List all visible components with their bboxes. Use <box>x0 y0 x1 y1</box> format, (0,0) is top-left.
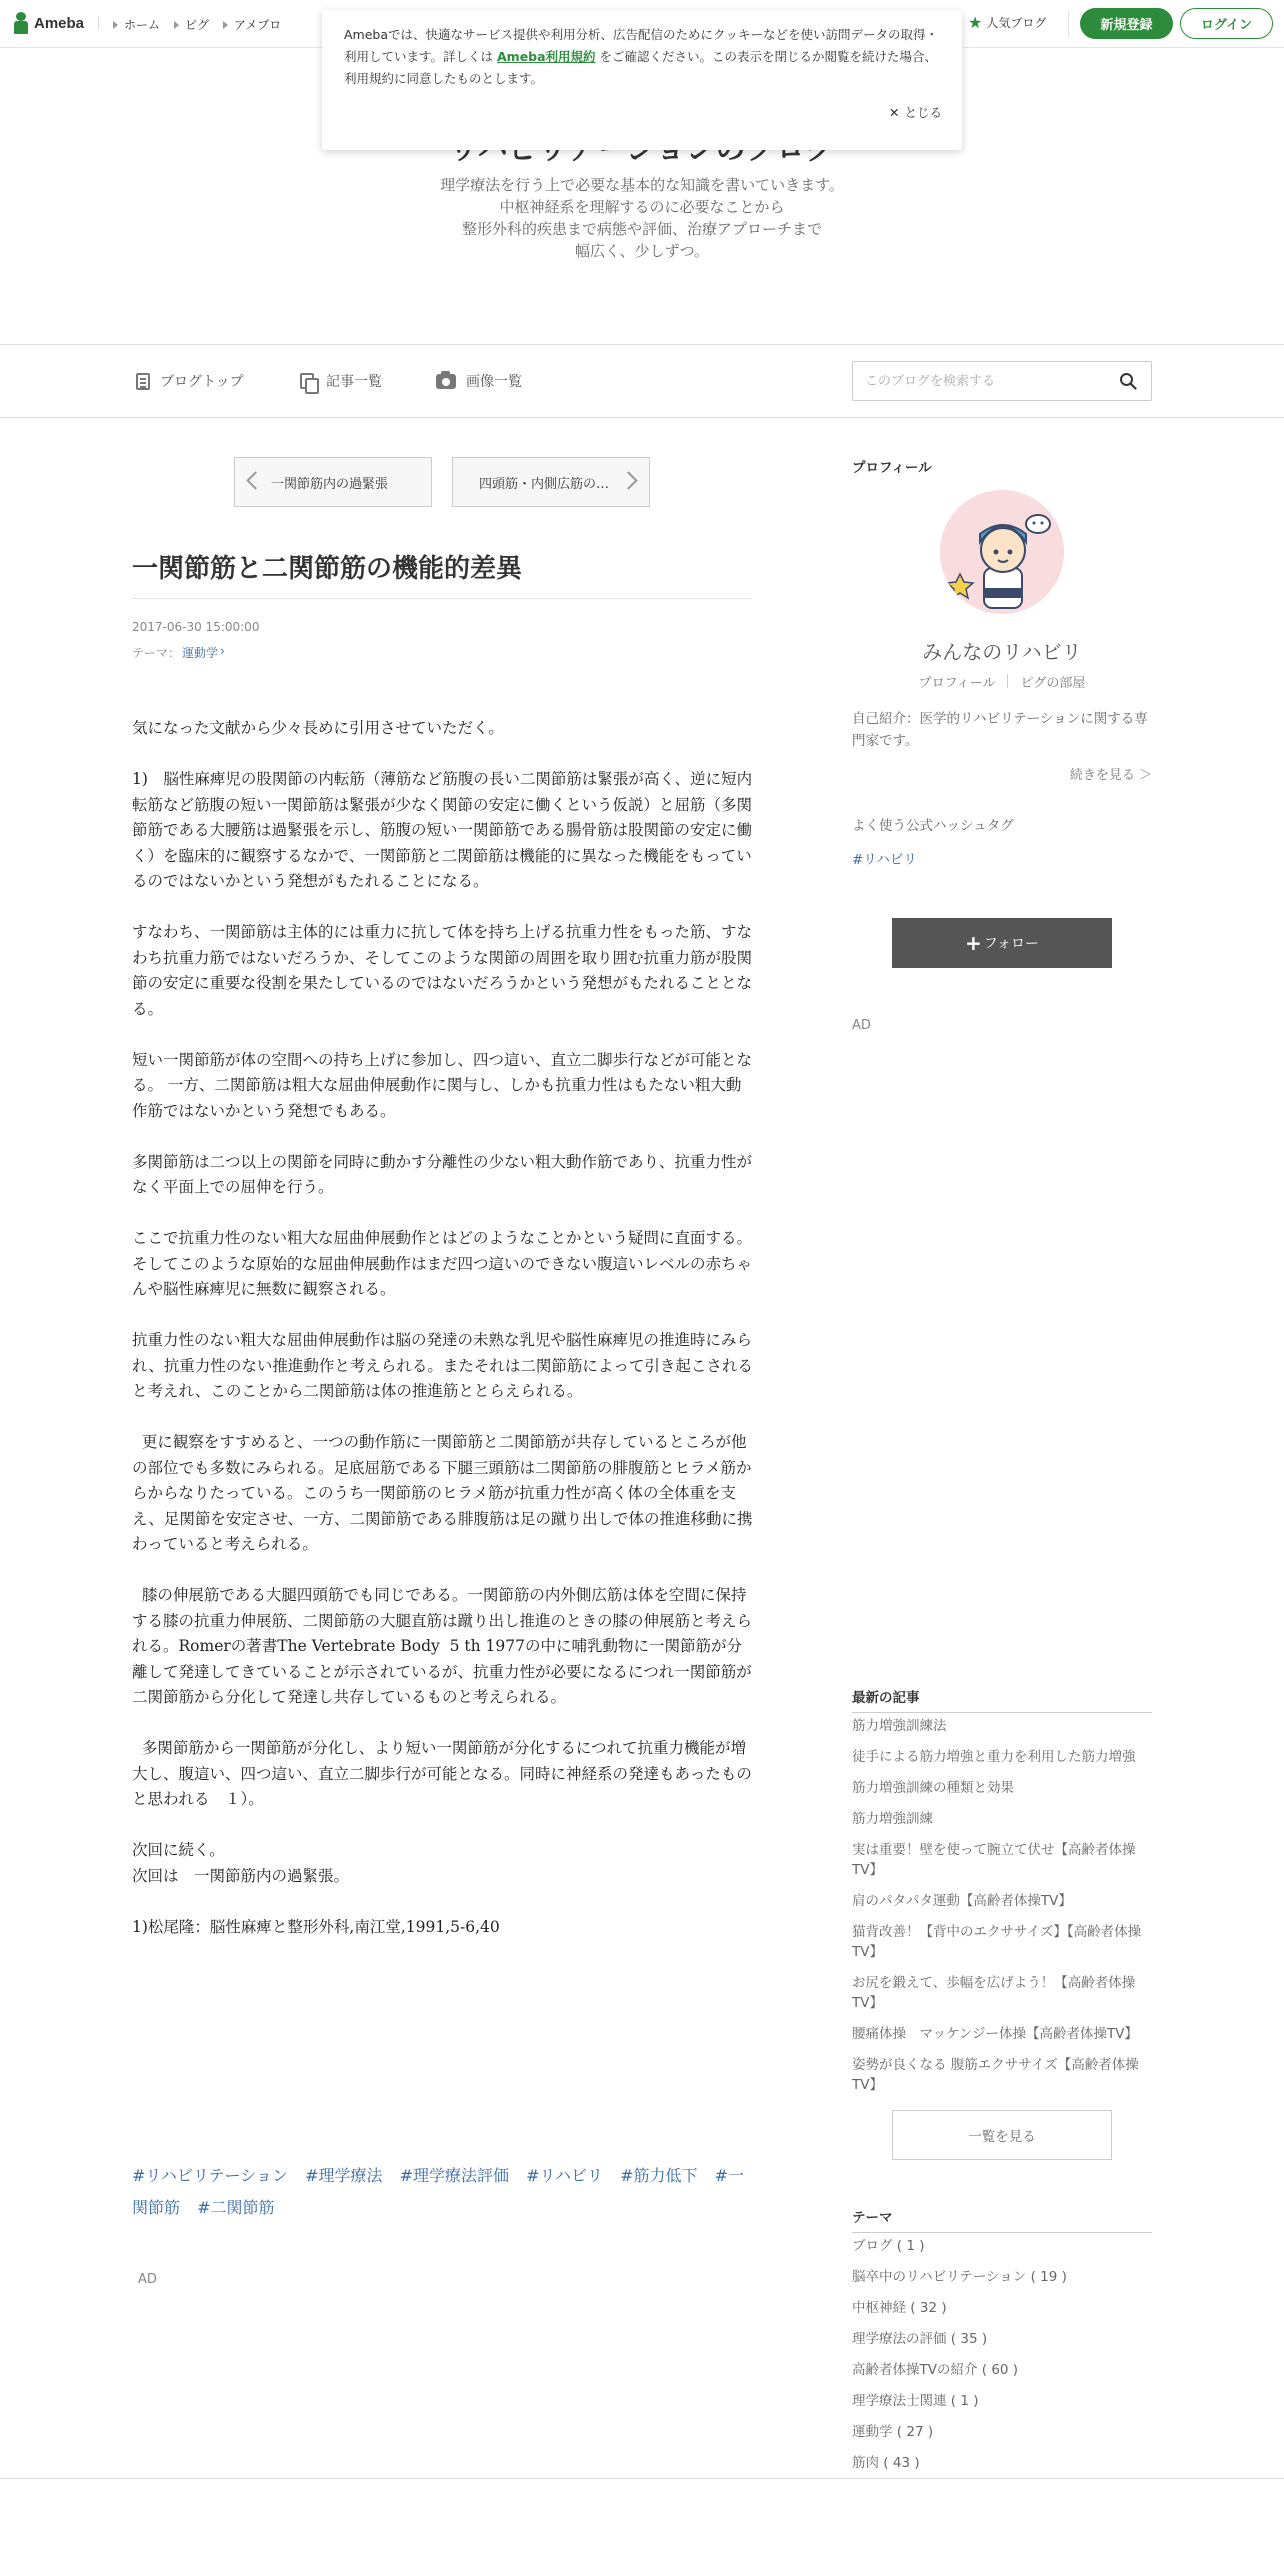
global-nav <box>98 16 281 33</box>
paragraph: すなわち、一関節筋は主体的には重力に抗して体を持ち上げる抗重力性をもった筋、すなわち抗重力筋ではないだろうか、そしてこのような関節の周囲を取り囲む抗重力筋が股関節の安定に重要な役割を果たしているのではないだろうかという発想がもたれることとなる。 <box>132 923 753 1018</box>
theme-link[interactable]: 運動学 ( 27 ) <box>852 2424 934 2440</box>
paragraph: 膝の伸展筋である大腿四頭筋でも同じである。一関節筋の内外側広筋は体を空間に保持する膝の抗重力伸展筋、二関節筋の大腿直筋は蹴り出し推進のときの膝の伸展筋と考えられる。Romerの著書The Vertebrate Body 5 th 1977の中に哺乳動物に一関節筋が分離して発達してきていることが示されているが、抗重力性が必要になるにつれ一関節筋が二関節筋から分化して発達し共存しているものと考えられる。 <box>132 1586 753 1706</box>
ad-label: AD <box>138 2272 157 2287</box>
cookie-close-button[interactable] <box>889 102 942 124</box>
recent-entry-link[interactable]: 猫背改善！【背中のエクササイズ】【高齢者体操TV】 <box>852 1924 1142 1960</box>
triangle-icon <box>113 21 118 29</box>
paragraph: 更に観察をすすめると、一つの動作筋に一関節筋と二関節筋が共存しているところが他の部位でも多数にみられる。足底屈筋である下腿三頭筋は二関節筋の腓腹筋とヒラメ筋からからなりたっている。このうち一関節筋のヒラメ筋が抗重力性が高く体の全体重を支え、足関節を安定させ、一方、二関節筋である腓腹筋は足の蹴り出しで体の推進移動に携わっていると考えられる。 <box>132 1433 753 1553</box>
recent-entries-list <box>852 1716 1152 2106</box>
recent-entry-link[interactable]: 実は重要！壁を使って腕立て伏せ【高齢者体操TV】 <box>852 1842 1136 1878</box>
theme-link[interactable]: ブログ ( 1 ) <box>852 2238 925 2254</box>
recent-entry-link[interactable]: 姿勢が良くなる 腹筋エクササイズ【高齢者体操TV】 <box>852 2057 1139 2093</box>
theme-label: テーマ： <box>132 646 181 660</box>
cookie-text: Amebaでは、快適なサービス提供や利用分析、広告配信のためにクッキーなどを使い訪問データの取得・利用しています。詳しくは <box>344 27 939 64</box>
chevron-right-icon <box>619 471 637 489</box>
image-list-label: 画像一覧 <box>466 374 522 390</box>
blog-description <box>0 174 1284 262</box>
hashtag-link[interactable]: #二関節筋 <box>197 2198 275 2217</box>
triangle-icon <box>174 21 179 29</box>
title-divider <box>132 598 752 599</box>
document-icon <box>136 373 150 390</box>
blog-desc-line: 中枢神経系を理解するのに必要なことから <box>499 198 785 216</box>
header-divider <box>1068 10 1069 38</box>
blog-top-label: ブログトップ <box>160 374 244 390</box>
register-button[interactable]: 新規登録 <box>1080 8 1173 39</box>
copy-icon <box>300 373 316 390</box>
prev-entry-link[interactable] <box>234 457 432 507</box>
chevron-right-icon: › <box>220 644 225 658</box>
nav-home[interactable] <box>113 16 160 33</box>
terms-link[interactable]: Ameba利用規約 <box>497 49 596 64</box>
official-hashtag-heading: よく使う公式ハッシュタグ <box>852 818 1014 834</box>
cookie-text-after: をご確認ください。この表示を閉じるか閲覧を続けた場合、利用規約に同意したものとします。 <box>344 49 938 86</box>
entry-title[interactable]: 一関節筋と二関節筋の機能的差異 <box>132 554 523 584</box>
theme-link[interactable]: 理学療法の評価 ( 35 ) <box>852 2331 988 2347</box>
close-icon: ✕ <box>889 105 900 120</box>
paragraph: 抗重力性のない粗大な屈曲伸展動作は脳の発達の未熟な乳児や脳性麻痺児の推進時にみられ、抗重力性のない推進動作と考えられる。またそれは二関節筋によって引き起こされると考えれ、このことから二関節筋は体の推進筋ととらえられる。 <box>132 1331 753 1400</box>
entry-theme <box>132 644 225 661</box>
popular-blog-link[interactable] <box>968 14 1046 31</box>
ameba-logo[interactable] <box>12 12 84 34</box>
search-icon[interactable] <box>1119 372 1137 390</box>
entry-list-link[interactable] <box>300 371 382 391</box>
theme-heading: テーマ <box>852 2206 1152 2233</box>
blog-top-link[interactable] <box>136 371 244 391</box>
theme-link[interactable]: 理学療法士関連 ( 1 ) <box>852 2393 979 2409</box>
plus-icon: + <box>964 931 982 955</box>
entry-date: 2017-06-30 15:00:00 <box>132 620 260 634</box>
paragraph: 多関節筋から一関節筋が分化し、より短い一関節筋が分化するにつれて抗重力機能が増大し、腹這い、四つ這い、直立二脚歩行が可能となる。同時に神経系の発達もあったものと思われる １）。 <box>132 1739 752 1808</box>
blog-desc-line: 整形外科的疾患まで病態や評価、治療アプローチまで <box>461 220 822 238</box>
image-list-link[interactable] <box>436 371 522 391</box>
theme-link[interactable]: 脳卒中のリハビリテーション ( 19 ) <box>852 2269 1067 2285</box>
star-icon: ★ <box>968 12 983 32</box>
entry-body <box>132 716 756 1966</box>
recent-entry-link[interactable]: 筋力増強訓練の種類と効果 <box>852 1780 1014 1796</box>
nav-home-label: ホーム <box>124 18 161 32</box>
blog-search <box>852 361 1152 401</box>
paragraph: 気になった文献から少々長めに引用させていただく。 <box>132 719 504 737</box>
entry-list-label: 記事一覧 <box>326 374 382 390</box>
theme-link[interactable]: 筋肉 ( 43 ) <box>852 2455 920 2471</box>
official-hashtag-link[interactable]: #リハビリ <box>852 852 917 868</box>
hashtag-link[interactable]: #筋力低下 <box>620 2166 698 2185</box>
nav-ameblo-label: アメブロ <box>234 18 282 32</box>
next-entry-label: 四頭筋・内側広筋の… <box>479 476 610 492</box>
recent-entry-link[interactable]: 徒手による筋力増強と重力を利用した筋力増強 <box>852 1749 1136 1765</box>
pig-room-link[interactable]: ピグの部屋 <box>1020 676 1086 691</box>
paragraph: ここで抗重力性のない粗大な屈曲伸展動作とはどのようなことかという疑問に直面する。そしてこのような原始的な屈曲伸展動作はまだ四つ這いのできない腹這いレベルの赤ちゃんや脳性麻痺児に無数に観察される。 <box>132 1229 753 1298</box>
blog-desc-line: 理学療法を行う上で必要な基本的な知識を書いていきます。 <box>440 176 844 194</box>
theme-link[interactable]: 運動学 <box>182 646 219 660</box>
recent-entry-link[interactable]: 腰痛体操 マッケンジー体操【高齢者体操TV】 <box>852 2026 1138 2042</box>
hashtag-link[interactable]: #理学療法評価 <box>399 2166 509 2185</box>
recent-entry-link[interactable]: 筋力増強訓練 <box>852 1811 933 1827</box>
nav-ameblo[interactable] <box>223 16 281 33</box>
recent-entry-link[interactable]: お尻を鍛えて、歩幅を広げよう！【高齢者体操TV】 <box>852 1975 1136 2011</box>
paragraph: 多関節筋は二つ以上の関節を同時に動かす分離性の少ない粗大動作筋であり、抗重力性がなく平面上での屈伸を行う。 <box>132 1152 753 1196</box>
sidebar-ad-label: AD <box>852 1018 871 1033</box>
cookie-close-label: とじる <box>904 105 942 120</box>
profile-name[interactable]: みんなのリハビリ <box>922 640 1082 664</box>
nav-divider <box>98 16 99 30</box>
cookie-notice <box>322 10 962 150</box>
paragraph: 次回に続く。 次回は 一関節筋内の過緊張。 <box>132 1841 350 1885</box>
blog-desc-line: 幅広く、少しずつ。 <box>574 242 710 260</box>
follow-label: フォロー <box>983 936 1040 952</box>
profile-intro: 自己紹介：医学的リハビリテーションに関する専門家です。 <box>852 711 1148 749</box>
view-all-button[interactable]: 一覧を見る <box>892 2110 1112 2160</box>
recent-entry-link[interactable]: 肩のパタパタ運動【高齢者体操TV】 <box>852 1893 1072 1909</box>
avatar-illustration <box>940 490 1064 614</box>
next-entry-link[interactable] <box>452 457 650 507</box>
profile-link[interactable]: プロフィール <box>918 676 996 691</box>
footer-divider <box>0 2478 1284 2479</box>
paragraph: 短い一関節筋が体の空間への持ち上げに参加し、四つ這い、直立二脚歩行などが可能となる。 一方、二関節筋は粗大な屈曲伸展動作に関与し、しかも抗重力性はもたない粗大動作筋ではないかという発想でもある。 <box>132 1050 753 1120</box>
nav-pigg[interactable] <box>174 16 209 33</box>
login-button[interactable]: ログイン <box>1180 8 1273 39</box>
camera-icon <box>436 374 456 389</box>
read-more-link[interactable]: 続きを見る ＞ <box>1069 768 1152 783</box>
avatar[interactable] <box>940 490 1064 614</box>
theme-link[interactable]: 中枢神経 ( 32 ) <box>852 2300 947 2316</box>
triangle-icon <box>223 21 228 29</box>
follow-button[interactable] <box>892 918 1112 968</box>
prev-entry-label: 一関節筋内の過緊張 <box>271 476 389 492</box>
hashtag-link[interactable]: #リハビリ <box>526 2166 604 2185</box>
profile-heading: プロフィール <box>852 460 932 476</box>
recent-entries-heading: 最新の記事 <box>852 1686 1152 1713</box>
nav-pigg-label: ピグ <box>185 18 210 32</box>
popular-blog-label: 人気ブログ <box>986 16 1047 30</box>
theme-link[interactable]: 高齢者体操TVの紹介 ( 60 ) <box>852 2362 1019 2378</box>
blog-search-input[interactable] <box>853 362 1093 400</box>
profile-links <box>852 672 1152 691</box>
chevron-left-icon <box>246 471 264 489</box>
blog-nav <box>0 344 1284 418</box>
divider <box>1007 674 1008 688</box>
entry-hashtags <box>132 2160 752 2224</box>
logo-text: Ameba <box>34 14 85 32</box>
paragraph: 1) 脳性麻痺児の股関節の内転筋（薄筋など筋腹の長い二関節筋は緊張が高く、逆に短内転筋など筋腹の短い一関節筋は緊張が少なく関節の安定に働くという仮説）と屈筋（多関節筋である大腰筋は過緊張を示し、筋腹の短い一関節筋である腸骨筋は股関節の安定に働く）を臨床的に観察するなかで、一関節筋と二関節筋は機能的に異なった機能をもっているのではないかという発想がもたれることになる。 <box>132 770 753 890</box>
paragraph: 1)松尾隆：脳性麻痺と整形外科,南江堂,1991,5-6,40 <box>132 1917 500 1936</box>
theme-list <box>852 2236 1152 2484</box>
hashtag-link[interactable]: #理学療法 <box>305 2166 383 2185</box>
recent-entry-link[interactable]: 筋力増強訓練法 <box>852 1718 947 1734</box>
hashtag-link[interactable]: #リハビリテーション <box>132 2166 288 2185</box>
hashtag-link[interactable]: #一関節筋 <box>132 2166 745 2217</box>
ameba-logo-icon <box>12 12 30 34</box>
